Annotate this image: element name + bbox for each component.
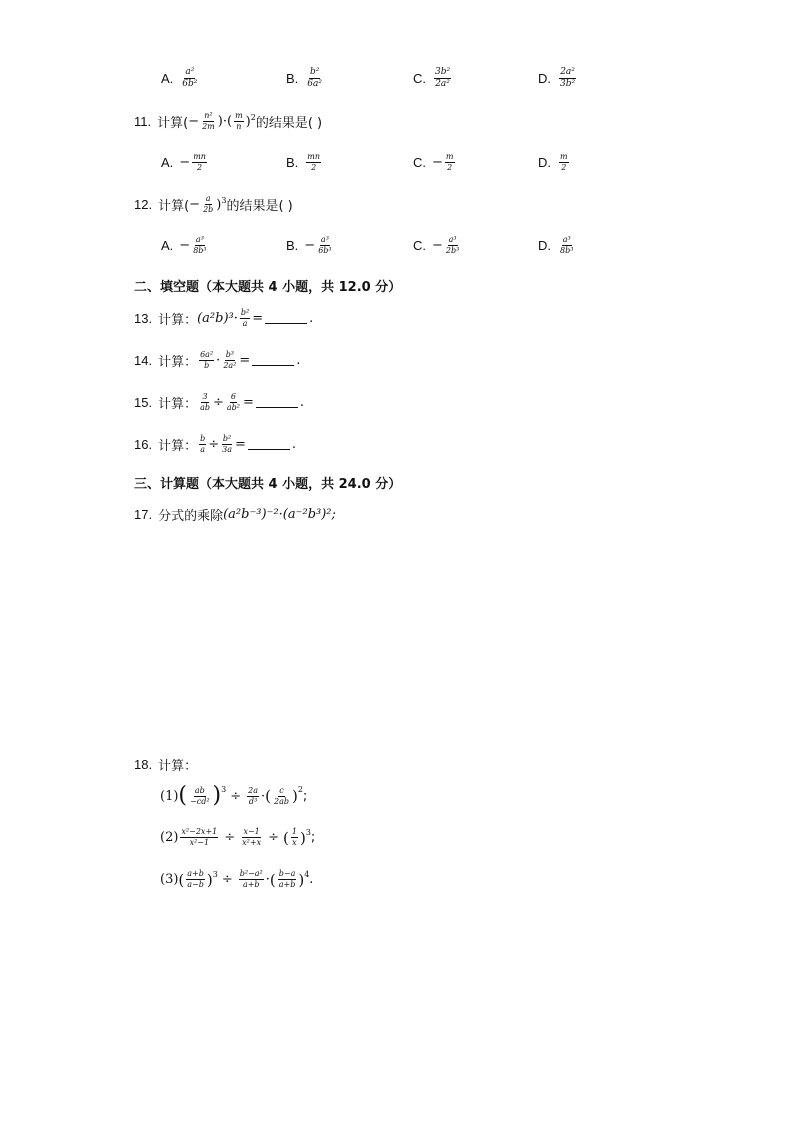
fraction-1: $\frac{a+b}{a-b}$ [187,869,204,889]
option-label: D. [538,71,551,86]
answer-blank[interactable] [256,397,298,408]
fraction-1: $\frac{\text{n²}}{2m}$ [202,111,215,131]
question-number: 17. [134,507,153,522]
fraction-2: $\frac{x-1}{\text{x²+x}}$ [242,827,262,847]
option-fraction: $\frac{m}{2}$ [560,152,568,172]
fraction-2: $\frac{m}{n}$ [235,111,243,131]
answer-blank[interactable] [252,355,294,366]
q10-option-c [413,68,453,89]
option-label: A. [161,71,174,86]
question-12: 12. 计算( − $\frac{a}{2b}$ )$^3$ 的结果是( ) [134,194,293,214]
fraction-3: $\frac{c}{2ab}$ [273,785,289,806]
option-fraction: $\frac{\text{3b²}}{\text{2a²}}$ [435,67,451,89]
section-3-heading: 三、计算题（本大题共 4 小题，共 24.0 分） [134,477,402,492]
part-tag: (1) [160,788,179,804]
question-text: 计算： [158,759,198,774]
option-fraction: $\frac{mn}{2}$ [193,152,206,172]
q11-option-a: A. − $\frac{mn}{2}$ [161,152,206,172]
question-number: 15. [134,395,153,410]
fraction-2: $\frac{\text{b²−a²}}{a+b}$ [239,869,263,889]
option-fraction: $\frac{\text{a³}}{\text{8b³}}$ [560,235,574,255]
q11-option-c: C. − $\frac{m}{2}$ [413,152,454,172]
fraction-2: $\frac{6}{\text{ab²}}$ [226,392,240,412]
option-fraction: $\frac{\text{a³}}{\text{6b³}}$ [318,235,332,255]
option-fraction: $\frac{\text{a³}}{\text{2b³}}$ [445,235,460,255]
expression: (a²b)³ [197,311,234,326]
fraction-1: $\frac{3}{ab}$ [200,392,210,412]
q11-option-d: D. $\frac{m}{2}$ [538,152,568,172]
question-text: 计算： [158,355,198,370]
question-text: 分式的乘除 [158,509,224,524]
q12-option-a: A. − $\frac{\text{a³}}{\text{8b³}}$ [161,235,207,255]
fraction-1: $\frac{b}{a}$ [200,434,206,454]
question-number: 11. [134,114,152,129]
fraction-1: $\frac{ab}{\text{−cd²}}$ [190,785,210,806]
question-prefix: 计算( [157,116,189,131]
fraction-2: $\frac{2a}{\text{d³}}$ [248,785,258,806]
section-2-heading: 二、填空题（本大题共 4 小题，共 12.0 分） [134,280,402,295]
option-label: B. [286,71,299,86]
answer-blank[interactable] [265,313,307,324]
question-16: 16. 计算： $\frac{b}{a}$ ÷ $\frac{\text{b²}}{3a}$ = . [134,434,297,454]
question-number: 16. [134,437,153,452]
question-13: 13. 计算： (a²b)³ · $\frac{\text{b²}}{a}$ = . [134,308,314,328]
q18-part-2: (2) $\frac{\text{x²−2x+1}}{\text{x²−1}}$ ÷ $\frac{x-1}{\text{x²+x}}$ ÷ ( $\frac{1}{x}$ ) 3 ; [160,827,316,847]
option-fraction: $\frac{\text{2a²}}{\text{3b²}}$ [560,67,576,89]
question-number: 14. [134,353,153,368]
fraction-2: $\frac{\text{b³}}{\text{2a²}}$ [223,350,237,370]
question-text: 计算： [158,439,198,454]
question-14: 14. 计算： $\frac{\text{6a²}}{b}$ · $\frac{\text{b³}}{\text{2a²}}$ = . [134,350,301,370]
fraction-3: $\frac{b-a}{a+b}$ [278,869,296,889]
question-17 [134,505,336,524]
q12-option-c: C. − $\frac{\text{a³}}{\text{2b³}}$ [413,235,460,255]
option-fraction: $\frac{\text{a²}}{\text{6b²}}$ [182,67,198,89]
question-text: 计算： [158,397,198,412]
option-label: C. [413,71,426,86]
fraction: $\frac{\text{b²}}{a}$ [240,308,250,328]
question-number: 18. [134,757,153,772]
question-prefix: 计算( [158,199,190,214]
q18-part-3: (3) ( $\frac{a+b}{a-b}$ ) 3 ÷ $\frac{\text{b²−a²}}{a+b}$ · ( $\frac{b-a}{a+b}$ ) 4 . [160,869,314,889]
q10-option-a [161,68,200,89]
option-fraction: $\frac{\text{a³}}{\text{8b³}}$ [193,235,207,255]
question-number: 12. [134,197,153,212]
part-tag: (3) [160,872,179,887]
q12-option-b: B. − $\frac{\text{a³}}{\text{6b³}}$ [286,235,332,255]
expression: (a²b⁻³)⁻²·(a⁻²b³)²; [223,507,336,522]
q12-option-d: D. $\frac{\text{a³}}{\text{8b³}}$ [538,235,574,255]
question-text: 计算： [158,313,198,328]
fraction: $\frac{a}{2b}$ [203,194,214,214]
fraction-2: $\frac{\text{b²}}{3a}$ [222,434,232,454]
question-15: 15. 计算： $\frac{3}{ab}$ ÷ $\frac{6}{\text{ab²}}$ = . [134,392,305,412]
q10-option-b [286,68,325,89]
question-11: 11. 计算( − $\frac{\text{n²}}{2m}$ )·( $\frac{m}{n}$ )$^2$ 的结果是( ) [134,111,323,131]
option-fraction: $\frac{\text{b²}}{\text{6a²}}$ [307,67,322,89]
fraction-1: $\frac{\text{6a²}}{b}$ [200,350,214,370]
fraction-1: $\frac{\text{x²−2x+1}}{\text{x²−1}}$ [181,827,218,847]
q10-option-d [538,68,578,89]
q11-option-b: B. $\frac{mn}{2}$ [286,152,321,172]
option-fraction: $\frac{mn}{2}$ [307,152,321,172]
answer-blank[interactable] [248,439,290,450]
question-suffix: 的结果是( ) [226,199,293,214]
part-tag: (2) [160,830,179,845]
q18-part-1: (1) ( $\frac{ab}{\text{−cd²}}$ ) 3 ÷ $\frac{2a}{\text{d³}}$ · ( $\frac{c}{2ab}$ ) 2 ; [160,783,308,808]
question-number: 13. [134,311,153,326]
option-fraction: $\frac{m}{2}$ [445,152,454,172]
question-suffix: 的结果是( ) [255,116,323,131]
question-18 [134,755,197,774]
fraction-3: $\frac{1}{x}$ [291,827,297,847]
